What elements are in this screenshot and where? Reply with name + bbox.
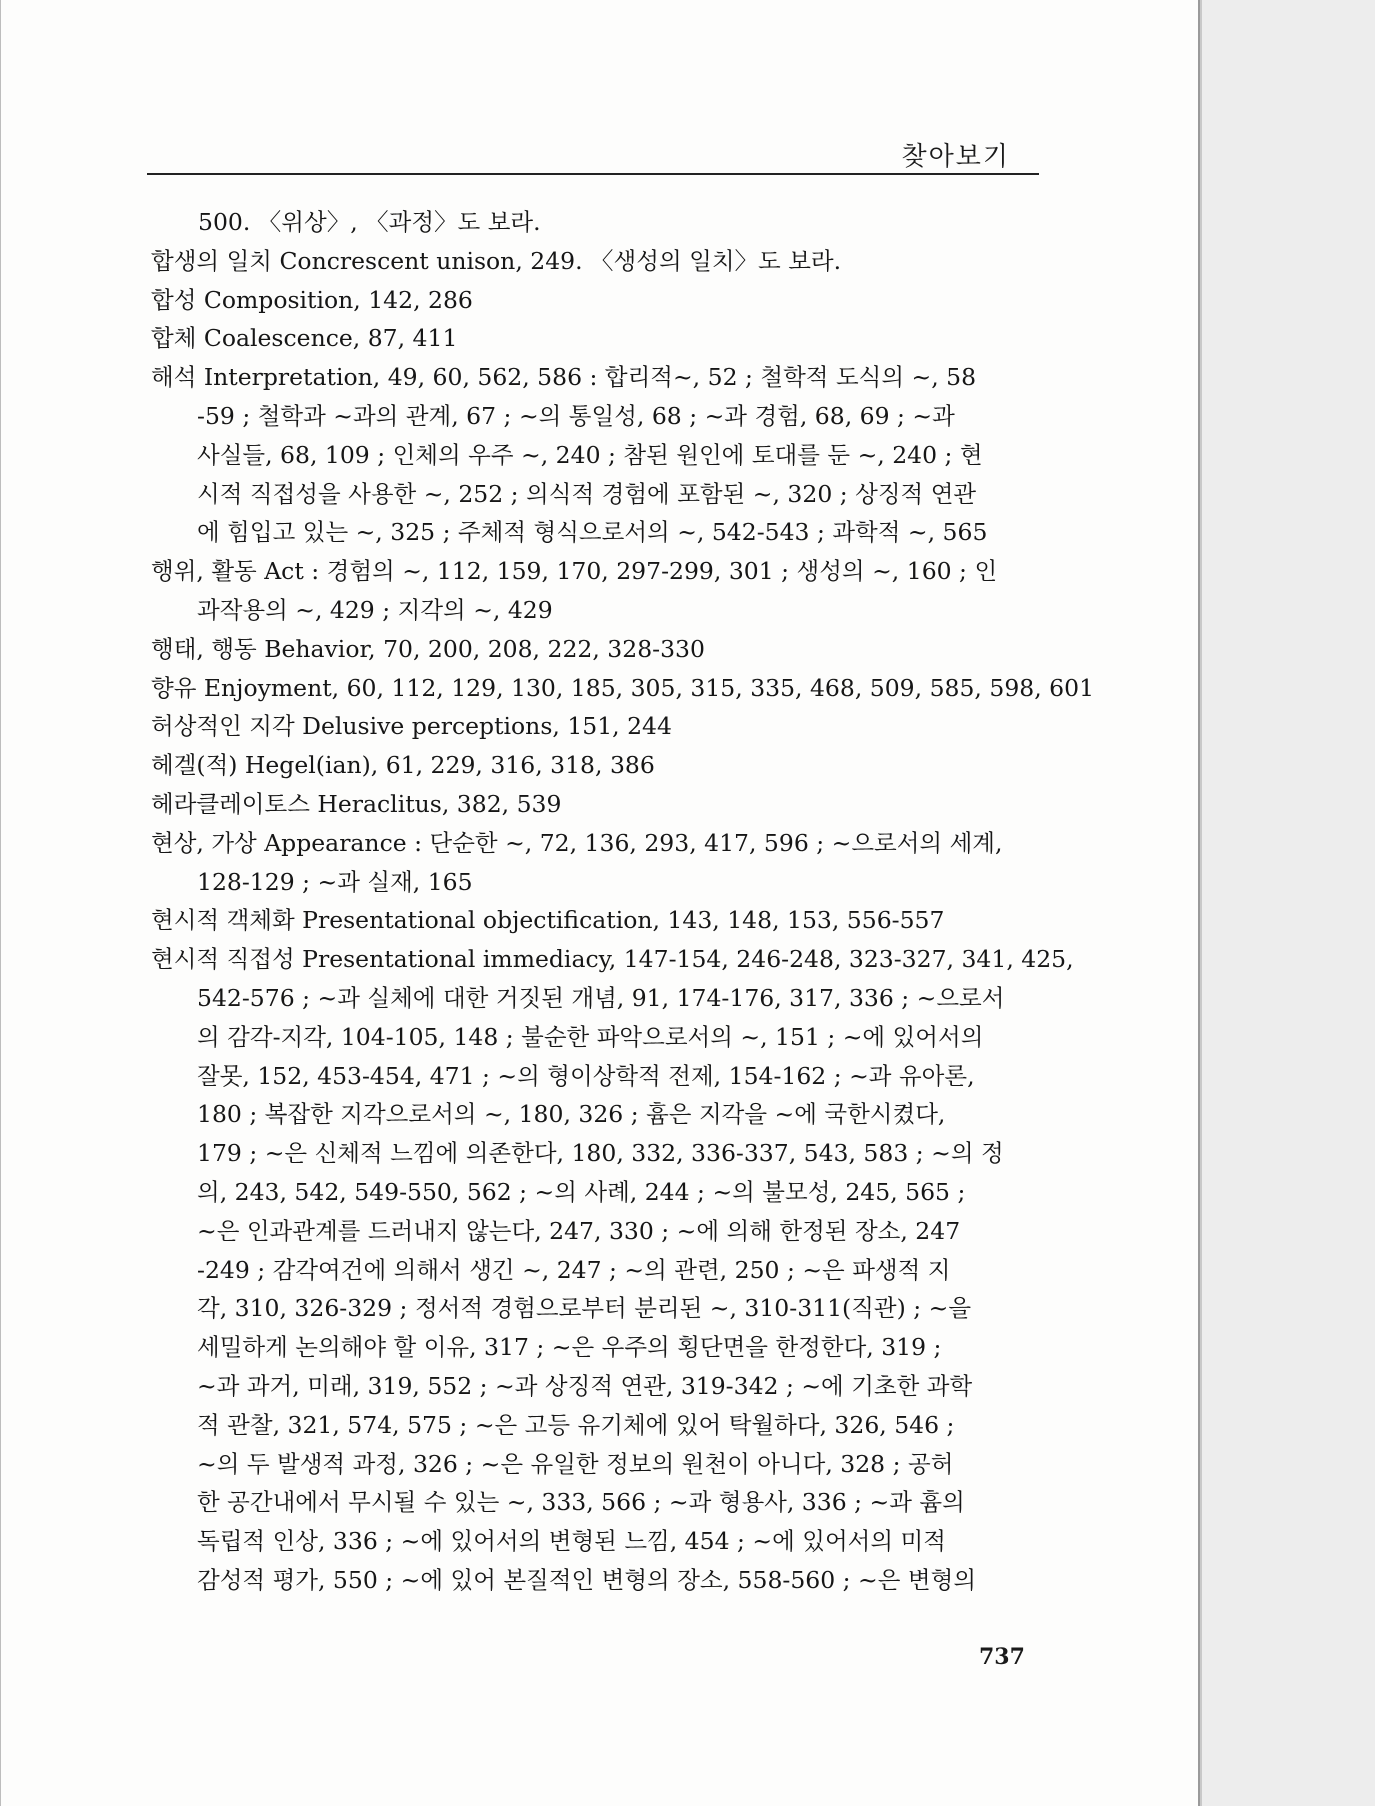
index-entry-continuation: 의 감각-지각, 104-105, 148 ; 불순한 파악으로서의 ~, 151 ; ~에 있어서의 bbox=[197, 1022, 984, 1051]
index-entry-continuation: ~의 두 발생적 과정, 326 ; ~은 유일한 정보의 원천이 아니다, 328 ; 공허 bbox=[197, 1449, 954, 1478]
index-entry bbox=[151, 358, 1041, 552]
index-entry-continuation: -59 ; 철학과 ~과의 관계, 67 ; ~의 통일성, 68 ; ~과 경험, 68, 69 ; ~과 bbox=[197, 401, 955, 430]
index-entry-continuation: 각, 310, 326-329 ; 정서적 경험으로부터 분리된 ~, 310-311(직관) ; ~을 bbox=[197, 1294, 972, 1323]
index-entry-line: 500. 〈위상〉, 〈과정〉도 보라. bbox=[151, 208, 541, 236]
index-entry bbox=[151, 824, 1041, 902]
index-entry-line: 현시적 직접성 Presentational immediacy, 147-154, 246-248, 323-327, 341, 425, bbox=[151, 945, 1074, 974]
index-entry bbox=[151, 281, 1041, 320]
viewer-background bbox=[1202, 0, 1375, 1806]
index-entry-continuation: 시적 직접성을 사용한 ~, 252 ; 의식적 경험에 포함된 ~, 320 ; 상징적 연관 bbox=[197, 479, 977, 508]
index-entry-continuation: 의, 243, 542, 549-550, 562 ; ~의 사례, 244 ; ~의 불모성, 245, 565 ; bbox=[197, 1177, 966, 1206]
index-entry bbox=[151, 242, 1041, 281]
index-entry-line: 헤겔(적) Hegel(ian), 61, 229, 316, 318, 386 bbox=[151, 751, 655, 780]
index-entry-line: 합생의 일치 Concrescent unison, 249. 〈생성의 일치〉도 보라. bbox=[151, 246, 842, 275]
index-entry-continuation: 적 관찰, 321, 574, 575 ; ~은 고등 유기체에 있어 탁월하다, 326, 546 ; bbox=[197, 1410, 955, 1439]
index-entry-line: 헤라클레이토스 Heraclitus, 382, 539 bbox=[151, 789, 562, 818]
index-entry-line: 향유 Enjoyment, 60, 112, 129, 130, 185, 305, 315, 335, 468, 509, 585, 598, 601 bbox=[151, 673, 1095, 702]
index-entry bbox=[151, 630, 1041, 669]
index-entry-line: 합성 Composition, 142, 286 bbox=[151, 285, 473, 314]
header-rule bbox=[147, 173, 1039, 175]
index-entry-continuation: ~과 과거, 미래, 319, 552 ; ~과 상징적 연관, 319-342 ; ~에 기초한 과학 bbox=[197, 1371, 973, 1400]
index-entry-continuation: 독립적 인상, 336 ; ~에 있어서의 변형된 느낌, 454 ; ~에 있어서의 미적 bbox=[197, 1527, 946, 1556]
index-entry-continuation: 128-129 ; ~과 실재, 165 bbox=[197, 867, 473, 896]
index-entry bbox=[151, 669, 1095, 708]
running-header: 찾아보기 bbox=[901, 142, 1010, 172]
index-entry-continuation: 180 ; 복잡한 지각으로서의 ~, 180, 326 ; 흄은 지각을 ~에 국한시켰다, bbox=[197, 1100, 946, 1129]
index-entry-line: 행태, 행동 Behavior, 70, 200, 208, 222, 328-330 bbox=[151, 634, 705, 663]
index-body bbox=[151, 203, 1095, 1600]
index-entry-continuation: 잘못, 152, 453-454, 471 ; ~의 형이상학적 전제, 154-162 ; ~과 유아론, bbox=[197, 1061, 975, 1090]
index-entry-continuation: 사실들, 68, 109 ; 인체의 우주 ~, 240 ; 참된 원인에 토대를 둔 ~, 240 ; 현 bbox=[197, 440, 983, 469]
index-entry-continuation: -249 ; 감각여건에 의해서 생긴 ~, 247 ; ~의 관련, 250 ; ~은 파생적 지 bbox=[197, 1255, 951, 1284]
index-entry bbox=[151, 552, 1041, 630]
index-entry bbox=[151, 785, 1041, 824]
index-entry-continuation: 한 공간내에서 무시될 수 있는 ~, 333, 566 ; ~과 형용사, 336 ; ~과 흄의 bbox=[197, 1488, 965, 1517]
index-entry-line: 현시적 객체화 Presentational objectification, 143, 148, 153, 556-557 bbox=[151, 906, 945, 935]
index-entry-line: 현상, 가상 Appearance : 단순한 ~, 72, 136, 293, 417, 596 ; ~으로서의 세계, bbox=[151, 828, 1003, 857]
index-entry bbox=[151, 901, 1041, 940]
index-entry-continuation: ~은 인과관계를 드러내지 않는다, 247, 330 ; ~에 의해 한정된 장소, 247 bbox=[197, 1216, 961, 1245]
index-entry-line: 합체 Coalescence, 87, 411 bbox=[151, 324, 458, 353]
index-entry-line: 해석 Interpretation, 49, 60, 562, 586 : 합리적~, 52 ; 철학적 도식의 ~, 58 bbox=[151, 363, 977, 392]
index-entry bbox=[151, 319, 1041, 358]
index-entry-continuation: 179 ; ~은 신체적 느낌에 의존한다, 180, 332, 336-337, 543, 583 ; ~의 정 bbox=[197, 1139, 1004, 1168]
index-entry bbox=[151, 707, 1041, 746]
index-entry-continuation: 세밀하게 논의해야 할 이유, 317 ; ~은 우주의 횡단면을 한정한다, 319 ; bbox=[197, 1333, 942, 1362]
index-entry-line: 허상적인 지각 Delusive perceptions, 151, 244 bbox=[151, 712, 672, 741]
index-entry-continuation: 에 힘입고 있는 ~, 325 ; 주체적 형식으로서의 ~, 542-543 ; 과학적 ~, 565 bbox=[197, 518, 988, 547]
index-entry bbox=[151, 940, 1074, 1600]
index-entry-continuation: 감성적 평가, 550 ; ~에 있어 본질적인 변형의 장소, 558-560 ; ~은 변형의 bbox=[197, 1565, 977, 1594]
index-entry bbox=[151, 746, 1041, 785]
index-entry-line: 행위, 활동 Act : 경험의 ~, 112, 159, 170, 297-299, 301 ; 생성의 ~, 160 ; 인 bbox=[151, 557, 998, 586]
index-entry-continuation: 과작용의 ~, 429 ; 지각의 ~, 429 bbox=[197, 595, 553, 624]
page-number: 737 bbox=[979, 1644, 1025, 1670]
index-entry bbox=[151, 203, 1041, 242]
index-entry-continuation: 542-576 ; ~과 실체에 대한 거짓된 개념, 91, 174-176, 317, 336 ; ~으로서 bbox=[197, 983, 1005, 1012]
